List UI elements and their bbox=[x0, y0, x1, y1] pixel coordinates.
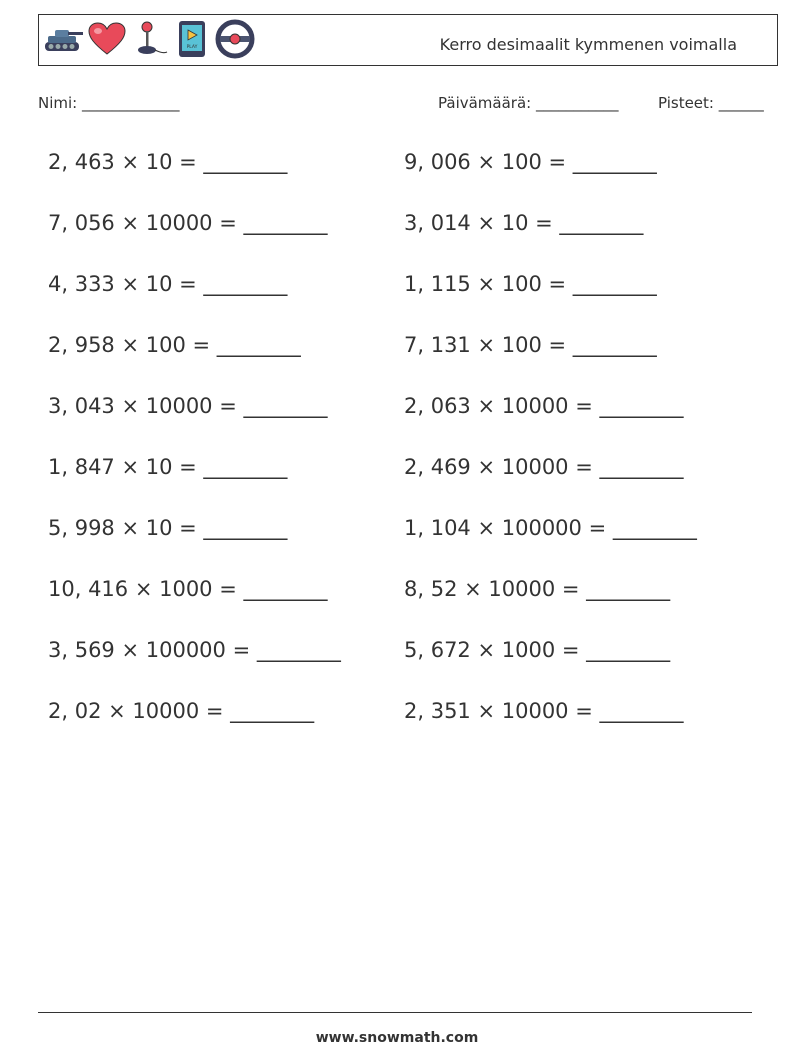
problem-left-6: 1, 847 × 10 = ________ bbox=[48, 455, 288, 479]
date-field: Päivämäärä: ___________ bbox=[438, 94, 619, 112]
problem-right-8: 8, 52 × 10000 = ________ bbox=[404, 577, 671, 601]
problem-right-9: 5, 672 × 1000 = ________ bbox=[404, 638, 671, 662]
footer-divider bbox=[38, 1012, 752, 1013]
tank-icon bbox=[43, 24, 85, 58]
problem-left-2: 7, 056 × 10000 = ________ bbox=[48, 211, 328, 235]
problem-left-3: 4, 333 × 10 = ________ bbox=[48, 272, 288, 296]
problem-right-1: 9, 006 × 100 = ________ bbox=[404, 150, 657, 174]
worksheet-title: Kerro desimaalit kymmenen voimalla bbox=[439, 35, 737, 54]
problem-right-3: 1, 115 × 100 = ________ bbox=[404, 272, 657, 296]
heart-icon bbox=[87, 21, 127, 61]
problem-right-10: 2, 351 × 10000 = ________ bbox=[404, 699, 684, 723]
problem-right-4: 7, 131 × 100 = ________ bbox=[404, 333, 657, 357]
problem-left-7: 5, 998 × 10 = ________ bbox=[48, 516, 288, 540]
problem-right-2: 3, 014 × 10 = ________ bbox=[404, 211, 644, 235]
problem-right-5: 2, 063 × 10000 = ________ bbox=[404, 394, 684, 418]
steering-wheel-icon bbox=[215, 19, 255, 63]
footer-site-link[interactable]: www.snowmath.com bbox=[315, 1030, 479, 1046]
score-field: Pisteet: ______ bbox=[658, 94, 764, 112]
problem-left-8: 10, 416 × 1000 = ________ bbox=[48, 577, 328, 601]
worksheet-header bbox=[38, 14, 778, 66]
problem-right-7: 1, 104 × 100000 = ________ bbox=[404, 516, 697, 540]
problem-left-9: 3, 569 × 100000 = ________ bbox=[48, 638, 341, 662]
header-icons bbox=[43, 21, 257, 61]
problem-left-5: 3, 043 × 10000 = ________ bbox=[48, 394, 328, 418]
problem-left-10: 2, 02 × 10000 = ________ bbox=[48, 699, 315, 723]
problem-right-6: 2, 469 × 10000 = ________ bbox=[404, 455, 684, 479]
tablet-play-icon bbox=[175, 19, 209, 63]
joystick-icon bbox=[135, 20, 169, 62]
problem-left-1: 2, 463 × 10 = ________ bbox=[48, 150, 288, 174]
name-field: Nimi: _____________ bbox=[38, 94, 180, 112]
svg-text:PLAY: PLAY bbox=[186, 45, 198, 50]
problem-left-4: 2, 958 × 100 = ________ bbox=[48, 333, 301, 357]
